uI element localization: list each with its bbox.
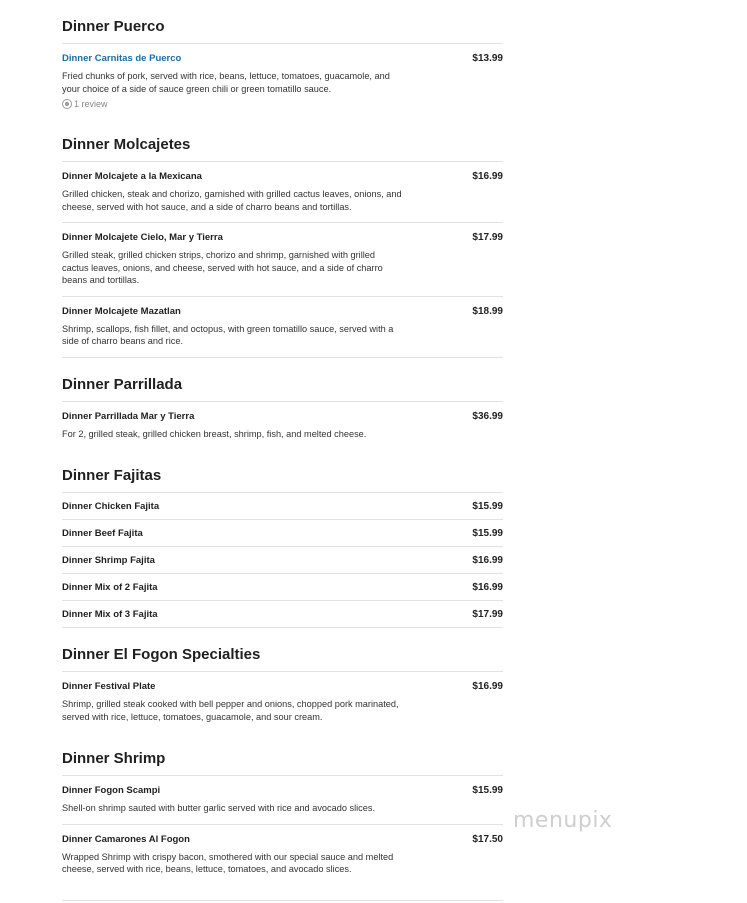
item-price: $16.99 — [472, 555, 503, 566]
menu-item — [62, 402, 503, 450]
item-description: Shrimp, grilled steak cooked with bell pepper and onions, chopped pork marinated, served with rice, lettuce, tomatoes, guacamole, and sour cream. — [62, 699, 399, 722]
item-name: Dinner Fogon Scampi — [62, 785, 161, 796]
menupix-watermark: menupix — [513, 808, 613, 833]
menu-item — [62, 776, 503, 825]
item-price: $15.99 — [472, 785, 503, 796]
item-description: For 2, grilled steak, grilled chicken breast, shrimp, fish, and melted cheese. — [62, 428, 367, 439]
review-link[interactable] — [62, 99, 503, 109]
menu-item — [62, 44, 503, 118]
review-icon — [62, 99, 72, 109]
item-name: Dinner Mix of 2 Fajita — [62, 582, 158, 593]
section-title: Dinner El Fogon Specialties — [62, 628, 503, 672]
menu-item — [62, 601, 503, 628]
item-description: Grilled chicken, steak and chorizo, garnished with grilled cactus leaves, onions, and cheese, served with hot sauce, and a side of charro beans and tortillas. — [62, 189, 402, 212]
item-price: $15.99 — [472, 528, 503, 539]
divider — [62, 900, 503, 901]
item-name: Dinner Shrimp Fajita — [62, 555, 155, 566]
menu-item — [62, 574, 503, 601]
item-name: Dinner Parrillada Mar y Tierra — [62, 410, 195, 422]
item-description: Shrimp, scallops, fish fillet, and octopus, with green tomatillo sauce, served with a side of charro beans and rice. — [62, 323, 394, 346]
item-name: Dinner Festival Plate — [62, 681, 156, 692]
menu-item — [62, 672, 503, 732]
item-name: Dinner Molcajete Cielo, Mar y Tierra — [62, 232, 223, 243]
review-count: 1 review — [74, 99, 108, 109]
item-price: $17.99 — [472, 609, 503, 620]
menu-item — [62, 297, 503, 358]
item-name[interactable]: Dinner Carnitas de Puerco — [62, 53, 182, 64]
menu-section — [62, 0, 503, 118]
section-title: Dinner Shrimp — [62, 732, 503, 776]
item-price: $13.99 — [472, 53, 503, 64]
item-name: Dinner Chicken Fajita — [62, 501, 160, 512]
item-price: $17.50 — [472, 833, 503, 845]
item-name: Dinner Molcajete a la Mexicana — [62, 171, 202, 182]
menu-item — [62, 493, 503, 520]
item-name: Dinner Molcajete Mazatlan — [62, 305, 181, 317]
menu — [62, 0, 503, 885]
item-name: Dinner Camarones Al Fogon — [62, 833, 190, 845]
item-description: Fried chunks of pork, served with rice, beans, lettuce, tomatoes, guacamole, and your choice of a side of sauce green chili or green tomatillo sauce. — [62, 71, 390, 94]
item-name: Dinner Mix of 3 Fajita — [62, 609, 158, 620]
item-description: Wrapped Shrimp with crispy bacon, smothered with our special sauce and melted cheese, served with rice, beans, lettuce, tomatoes, and avocado slices. — [62, 851, 394, 874]
menu-section — [62, 118, 503, 358]
item-description: Grilled steak, grilled chicken strips, chorizo and shrimp, garnished with grilled cactus leaves, onions, and cheese, served with hot sauce, and a side of charro beans and tortillas. — [62, 250, 383, 285]
item-price: $16.99 — [472, 681, 503, 692]
menu-item — [62, 520, 503, 547]
menu-section — [62, 358, 503, 450]
item-price: $18.99 — [472, 305, 503, 317]
menu-item — [62, 825, 503, 885]
item-name: Dinner Beef Fajita — [62, 528, 143, 539]
item-price: $16.99 — [472, 171, 503, 182]
item-price: $17.99 — [472, 232, 503, 243]
menu-item — [62, 162, 503, 223]
section-title: Dinner Molcajetes — [62, 118, 503, 162]
menu-item — [62, 547, 503, 574]
menu-section — [62, 449, 503, 628]
item-price: $15.99 — [472, 501, 503, 512]
section-title: Dinner Fajitas — [62, 449, 503, 493]
item-price: $16.99 — [472, 582, 503, 593]
menu-section — [62, 628, 503, 732]
item-price: $36.99 — [472, 410, 503, 422]
menu-section — [62, 732, 503, 885]
item-description: Shell-on shrimp sauted with butter garlic served with rice and avocado slices. — [62, 803, 376, 813]
section-title: Dinner Parrillada — [62, 358, 503, 402]
menu-item — [62, 223, 503, 297]
section-title: Dinner Puerco — [62, 0, 503, 44]
